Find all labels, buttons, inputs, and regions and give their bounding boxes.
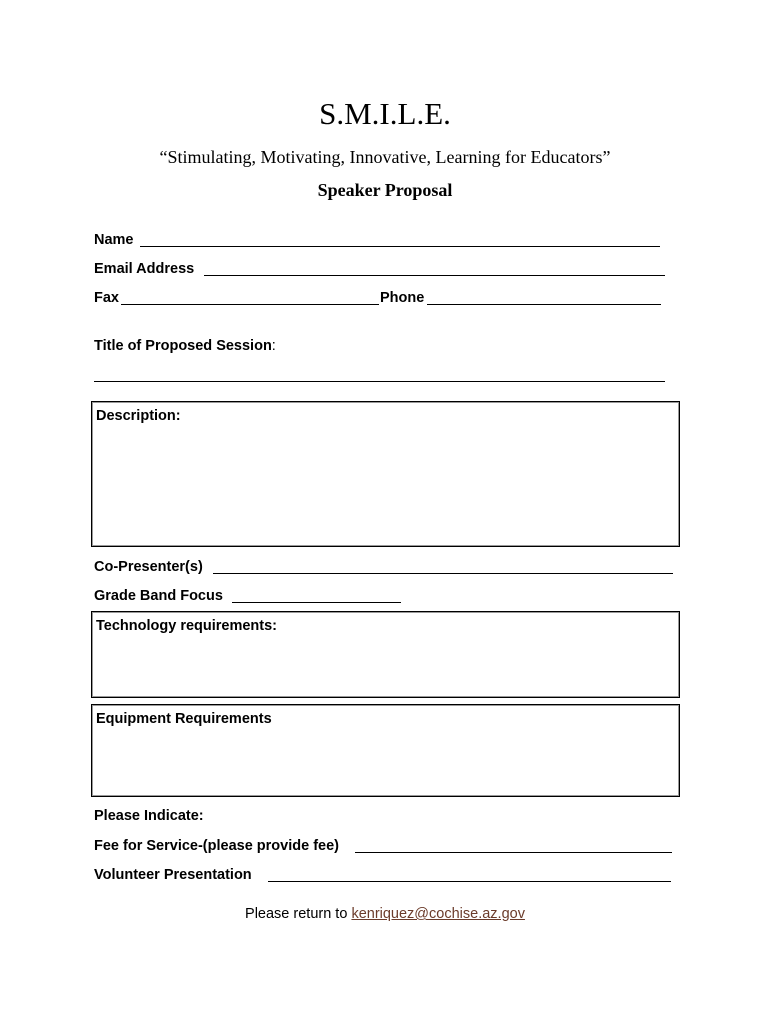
form-subtitle: “Stimulating, Motivating, Innovative, Learning for Educators” <box>159 147 611 167</box>
footer <box>0 906 770 922</box>
phone-label: Phone <box>380 290 425 306</box>
footer-text: Please return to <box>245 906 348 922</box>
technology-box[interactable] <box>91 611 680 698</box>
technology-label: Technology requirements: <box>96 618 278 634</box>
co-presenters-label: Co-Presenter(s) <box>94 559 203 575</box>
return-email-link[interactable]: kenriquez@cochise.az.gov <box>351 906 525 922</box>
form-heading: Speaker Proposal <box>317 180 453 200</box>
phone-field[interactable] <box>427 304 661 305</box>
volunteer-label: Volunteer Presentation <box>94 867 252 883</box>
grade-band-field[interactable] <box>232 602 401 603</box>
email-label: Email Address <box>94 261 195 277</box>
equipment-box[interactable] <box>91 704 680 797</box>
name-label: Name <box>94 232 134 248</box>
volunteer-field[interactable] <box>268 881 671 882</box>
fax-label: Fax <box>94 290 119 306</box>
fee-field[interactable] <box>355 852 672 853</box>
equipment-label: Equipment Requirements <box>96 711 272 727</box>
description-box[interactable] <box>91 401 680 547</box>
form-header-title: S.M.I.L.E. <box>319 96 451 131</box>
session-title-field[interactable] <box>94 381 665 382</box>
email-field[interactable] <box>204 275 665 276</box>
fax-field[interactable] <box>121 304 379 305</box>
grade-band-label: Grade Band Focus <box>94 588 223 604</box>
co-presenters-field[interactable] <box>213 573 673 574</box>
fee-label: Fee for Service-(please provide fee) <box>94 838 339 854</box>
description-label: Description: <box>96 408 181 424</box>
please-indicate-label: Please Indicate: <box>94 808 204 824</box>
session-title-label: Title of Proposed Session: <box>94 338 276 354</box>
name-field[interactable] <box>140 246 660 247</box>
